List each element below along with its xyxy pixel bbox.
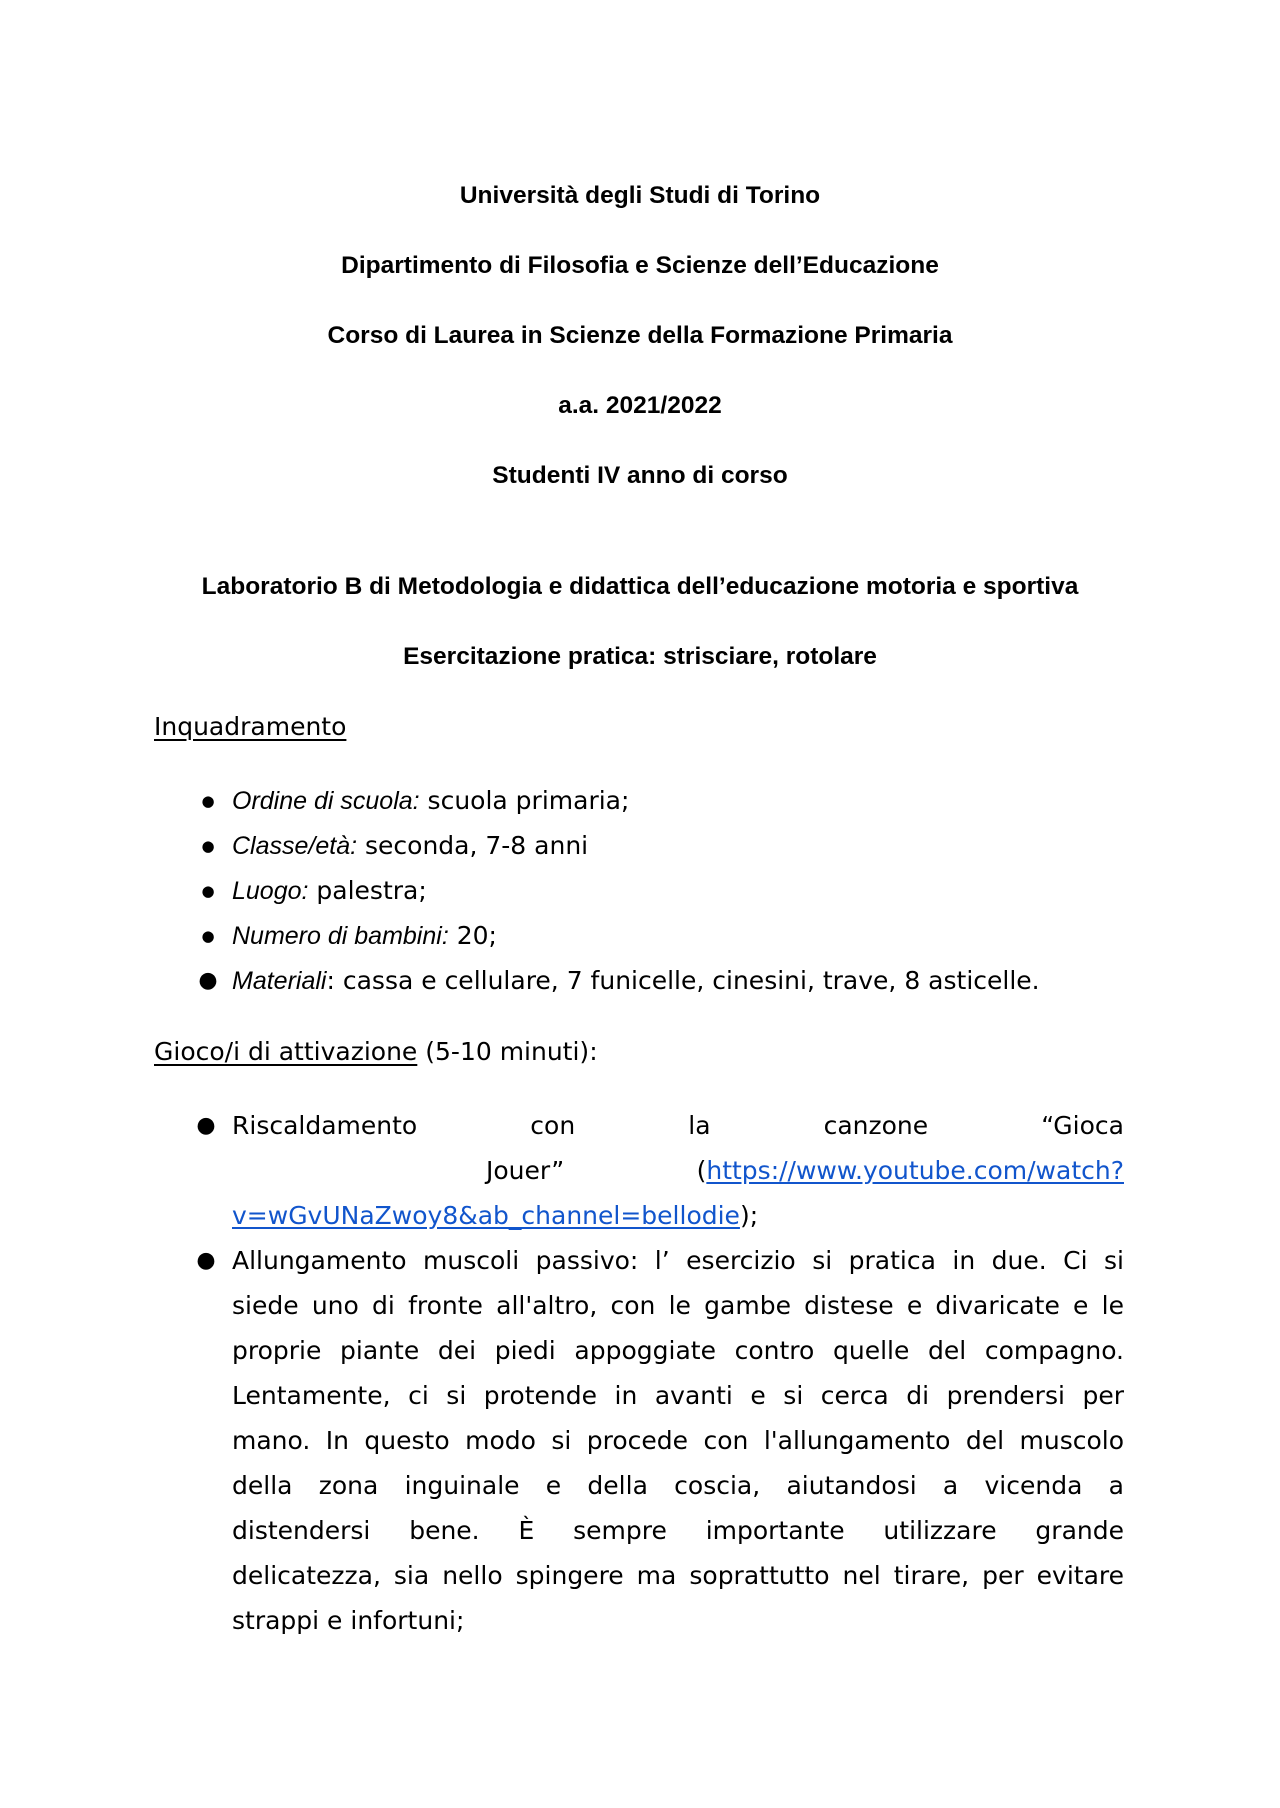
item-label: Ordine di scuola: [232,787,420,815]
bullet-icon: ● [201,882,215,900]
bullet-icon: ● [201,927,215,945]
exercise-heading: Esercitazione pratica: strisciare, rotolare [403,643,877,670]
department-heading: Dipartimento di Filosofia e Scienze dell’Educazione [341,252,939,279]
line-end: ); [739,1201,759,1230]
allungamento-line: distendersi bene. È sempre importante utilizzare grande [232,1516,1124,1545]
youtube-link-continued[interactable]: v=wGvUNaZwoy8&ab_channel=bellodie [232,1201,740,1230]
allungamento-line: Allungamento muscoli passivo: l’ esercizio si pratica in due. Ci si [232,1246,1124,1275]
academic-year-heading: a.a. 2021/2022 [558,392,722,419]
word: canzone [823,1111,929,1140]
item-label: Luogo: [232,877,309,905]
word: con [530,1111,576,1140]
attivazione-duration: (5-10 minuti): [417,1037,598,1066]
riscaldamento-line-2 [232,1148,1124,1193]
bullet-icon: ● [201,792,215,810]
riscaldamento-line-1 [232,1103,1124,1148]
attivazione-title-text: Gioco/i di attivazione [154,1037,418,1066]
word: “Gioca [1041,1111,1124,1140]
attivazione-item-riscaldamento [232,1103,1124,1238]
paren: ( [696,1156,707,1185]
youtube-link[interactable]: https://www.youtube.com/watch? [706,1156,1124,1185]
item-value: 20; [448,921,497,950]
inquadramento-title-text: Inquadramento [154,712,347,741]
item-label: Classe/età: [232,832,358,860]
allungamento-line: strappi e infortuni; [232,1606,465,1635]
item-label: Numero di bambini: [232,922,449,950]
university-heading: Università degli Studi di Torino [459,182,821,209]
bullet-icon: ● [198,968,218,993]
students-heading: Studenti IV anno di corso [492,462,788,489]
course-heading: Corso di Laurea in Scienze della Formazione Primaria [327,322,953,349]
allungamento-line: proprie piante dei piedi appoggiate contro quelle del compagno. [232,1336,1124,1365]
attivazione-item-allungamento [232,1238,1124,1643]
item-value: scuola primaria; [419,786,630,815]
item-label: Materiali [232,967,327,995]
bullet-icon: ● [196,1248,216,1273]
inquadramento-title [154,711,346,743]
attivazione-title [154,1036,598,1068]
item-value: : cassa e cellulare, 7 funicelle, cinesini, trave, 8 asticelle. [326,966,1040,995]
bullet-icon: ● [201,837,215,855]
bullet-icon: ● [196,1113,216,1138]
allungamento-line: mano. In questo modo si procede con l'allungamento del muscolo [232,1426,1124,1455]
riscaldamento-line-3 [232,1193,1124,1238]
item-value: seconda, 7-8 anni [357,831,589,860]
allungamento-line: siede uno di fronte all'altro, con le gambe distese e divaricate e le [232,1291,1124,1320]
allungamento-line: della zona inguinale e della coscia, aiutandosi a vicenda a [232,1471,1124,1500]
word: Jouer” [486,1156,565,1185]
item-value: palestra; [308,876,427,905]
allungamento-line: delicatezza, sia nello spingere ma soprattutto nel tirare, per evitare [232,1561,1124,1590]
word: Riscaldamento [232,1111,418,1140]
lab-heading: Laboratorio B di Metodologia e didattica dell’educazione motoria e sportiva [201,573,1079,600]
allungamento-line: Lentamente, ci si protende in avanti e si cerca di prendersi per [232,1381,1124,1410]
word: la [688,1111,711,1140]
